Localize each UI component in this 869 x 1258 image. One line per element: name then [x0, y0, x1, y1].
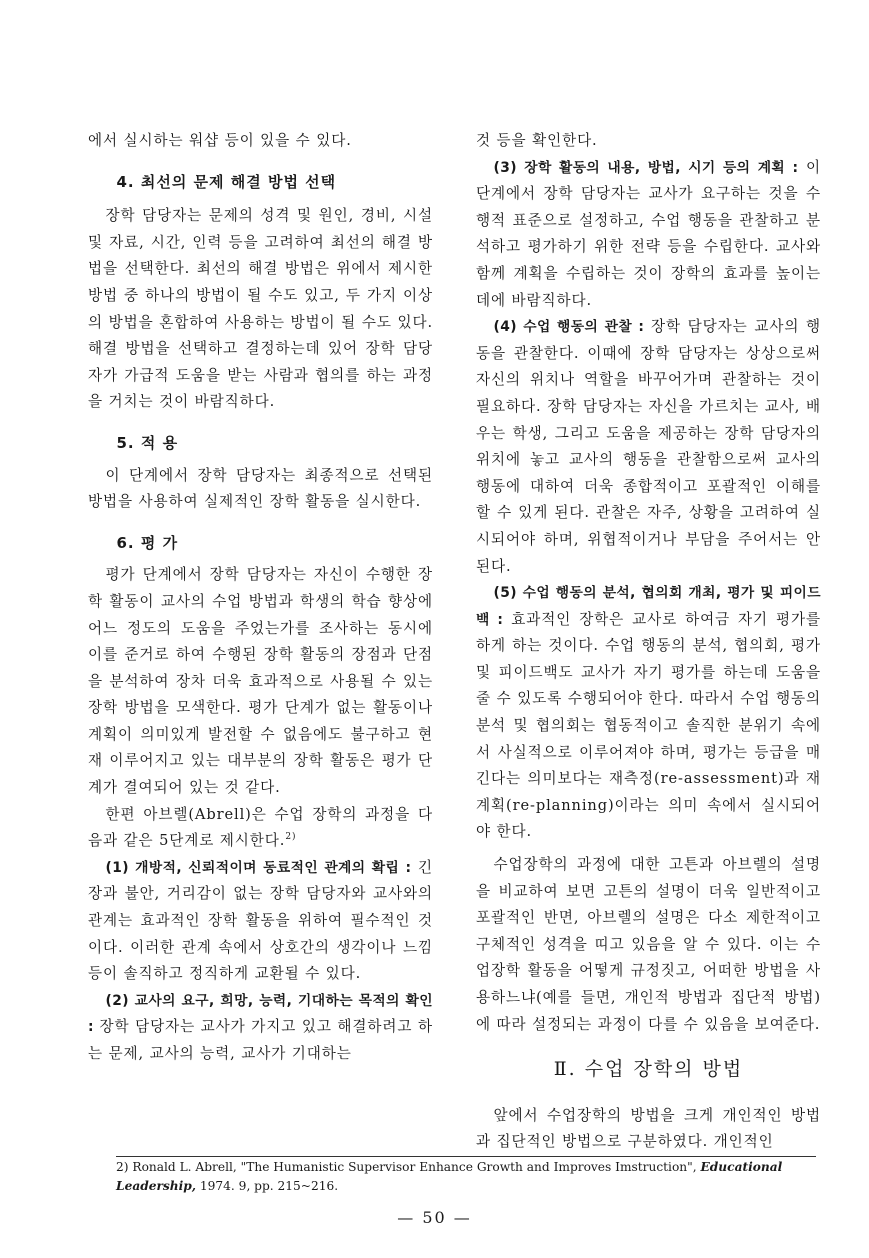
page-number: — 50 —: [397, 1208, 472, 1227]
paragraph-6: 평가 단계에서 장학 담당자는 자신이 수행한 장학 활동이 교사의 수업 방법과 학생의 학습 향상에 어느 정도의 도움을 주었는가를 조사하는 동시에 이를 준거로 하여 수행된 장학 활동의 장점과 단점을 분석하여 장차 더욱 효과적으로 사용될 수 있는 장학 방법을 모색한다. 평가 단계가 없는 활동이나 계획이 의미있게 발전할 수 없음에도 불구하고 현재 이루어지고 있는 대부분의 장학 활동은 평가 단계가 결여되어 있는 것 같다.: [88, 566, 433, 797]
item-5: [476, 580, 821, 846]
right-column: [476, 128, 821, 1156]
paragraph-4: 장학 담당자는 문제의 성격 및 원인, 경비, 시설 및 자료, 시간, 인력 등을 고려하여 최선의 해결 방법을 선택한다. 최선의 해결 방법은 위에서 제시한 방법 중 하나의 방법이 될 수도 있고, 두 가지 이상의 방법을 혼합하여 사용하는 방법이 될 수도 있다. 해결 방법을 선택하고 결정하는데 있어 장학 담당자가 가급적 도움을 받는 사람과 협의를 하는 과정을 거치는 것이 바람직하다.: [88, 207, 433, 411]
item-4: [476, 314, 821, 580]
footnote-2: [116, 1158, 828, 1196]
left-column: [88, 128, 433, 1068]
heading-5-application: 5. 적 용: [116, 433, 179, 452]
item-3-body: 이 단계에서 장학 담당자는 교사가 요구하는 것을 수행적 표준으로 설정하고, 수업 행동을 관찰하고 분석하고 평가하기 위한 전략 등을 수립한다. 교사와 함께 계획을 수립하는 것이 장학의 효과를 높이는 데에 바람직하다.: [476, 158, 821, 309]
item-5-heading: (5) 수업 행동의 분석, 협의회 개최, 평가 및 피이드백 :: [476, 585, 821, 628]
footnote-text-a: Ronald L. Abrell, "The Humanistic Supervisor Enhance Growth and Improves Imstruction",: [128, 1160, 701, 1174]
paragraph-5: 이 단계에서 장학 담당자는 최종적으로 선택된 방법을 사용하여 실제적인 장학 활동을 실시한다.: [88, 466, 433, 511]
paragraph-abrell-intro: [88, 802, 433, 855]
item-1-body: 긴장과 불안, 거리감이 없는 장학 담당자와 교사와의 관계는 효과적인 장학 활동을 위하여 필수적인 것이다. 이러한 관계 속에서 상호간의 생각이나 느낌 등이 솔직하고 정직하게 교환될 수 있다.: [88, 858, 433, 983]
item-2: [88, 988, 433, 1068]
footnote-text-b: 1974. 9, pp. 215~216.: [196, 1179, 339, 1193]
item-3-heading: (3) 장학 활동의 내용, 방법, 시기 등의 계획 :: [493, 159, 799, 176]
summary-paragraph: 수업장학의 과정에 대한 고튼과 아브렐의 설명을 비교하여 보면 고튼의 설명이 더욱 일반적이고 포괄적인 반면, 아브렐의 설명은 다소 제한적이고 구체적인 성격을 띠고 있음을 알 수 있다. 이는 수업장학 활동을 어떻게 규정짓고, 어떠한 방법을 사용하느냐(예를 들면, 개인적 방법과 집단적 방법)에 따라 설정되는 과정이 다를 수 있음을 보여준다.: [476, 856, 821, 1033]
section-heading-methods: Ⅱ. 수업 장학의 방법: [553, 1058, 744, 1081]
footnote-ref-2: 2): [285, 832, 297, 843]
item-4-body: 장학 담당자는 교사의 행동을 관찰한다. 이때에 장학 담당자는 상상으로써 자신의 위치나 역할을 바꾸어가며 관찰하는 것이 필요하다. 장학 담당자는 자신을 가르치는 교사, 배우는 학생, 그리고 도움을 제공하는 장학 담당자의 위치에 놓고 교사의 행동을 관찰함으로써 교사의 행동에 대하여 더욱 종합적이고 포괄적인 이해를 할 수 있게 된다. 관찰은 자주, 상황을 고려하여 실시되어야 하며, 위협적이거나 부담을 주어서는 안된다.: [476, 318, 821, 575]
footnote-divider: [116, 1156, 816, 1157]
footnote-label: 2): [116, 1160, 129, 1174]
continued-paragraph: 에서 실시하는 워샵 등이 있을 수 있다.: [88, 132, 352, 149]
methods-paragraph: 앞에서 수업장학의 방법을 크게 개인적인 방법과 집단적인 방법으로 구분하였다. 개인적인: [476, 1106, 821, 1151]
heading-4-best-solution: 4. 최선의 문제 해결 방법 선택: [116, 172, 337, 191]
item-2-heading: (2) 교사의 요구, 희망, 능력, 기대하는 목적의 확인 :: [88, 992, 433, 1036]
item-3: [476, 155, 821, 315]
item-1-heading: (1) 개방적, 신뢰적이며 동료적인 관계의 확립 :: [105, 859, 412, 876]
continued-paragraph-right: 것 등을 확인한다.: [476, 132, 598, 149]
item-4-heading: (4) 수업 행동의 관찰 :: [493, 319, 645, 336]
abrell-intro-text: 한편 아브렐(Abrell)은 수업 장학의 과정을 다음과 같은 5단계로 제시한다.: [88, 805, 433, 850]
footnote-journal: Educational Leadership,: [116, 1160, 783, 1193]
item-5-body: 효과적인 장학은 교사로 하여금 자기 평가를 하게 하는 것이다. 수업 행동의 분석, 협의회, 평가 및 피이드백도 교사가 자기 평가를 하는데 도움을 줄 수 있도록 수행되어야 한다. 따라서 수업 행동의 분석 및 협의회는 협동적이고 솔직한 분위기 속에서 사실적으로 이루어져야 하며, 평가는 등급을 매긴다는 의미보다는 재측정(re-assessment)과 재계획(re-planning)이라는 의미 속에서 실시되어야 한다.: [476, 610, 821, 841]
item-2-body: 장학 담당자는 교사가 가지고 있고 해결하려고 하는 문제, 교사의 능력, 교사가 기대하는: [88, 1018, 433, 1062]
item-1: [88, 855, 433, 988]
heading-6-evaluation: 6. 평 가: [116, 533, 179, 552]
